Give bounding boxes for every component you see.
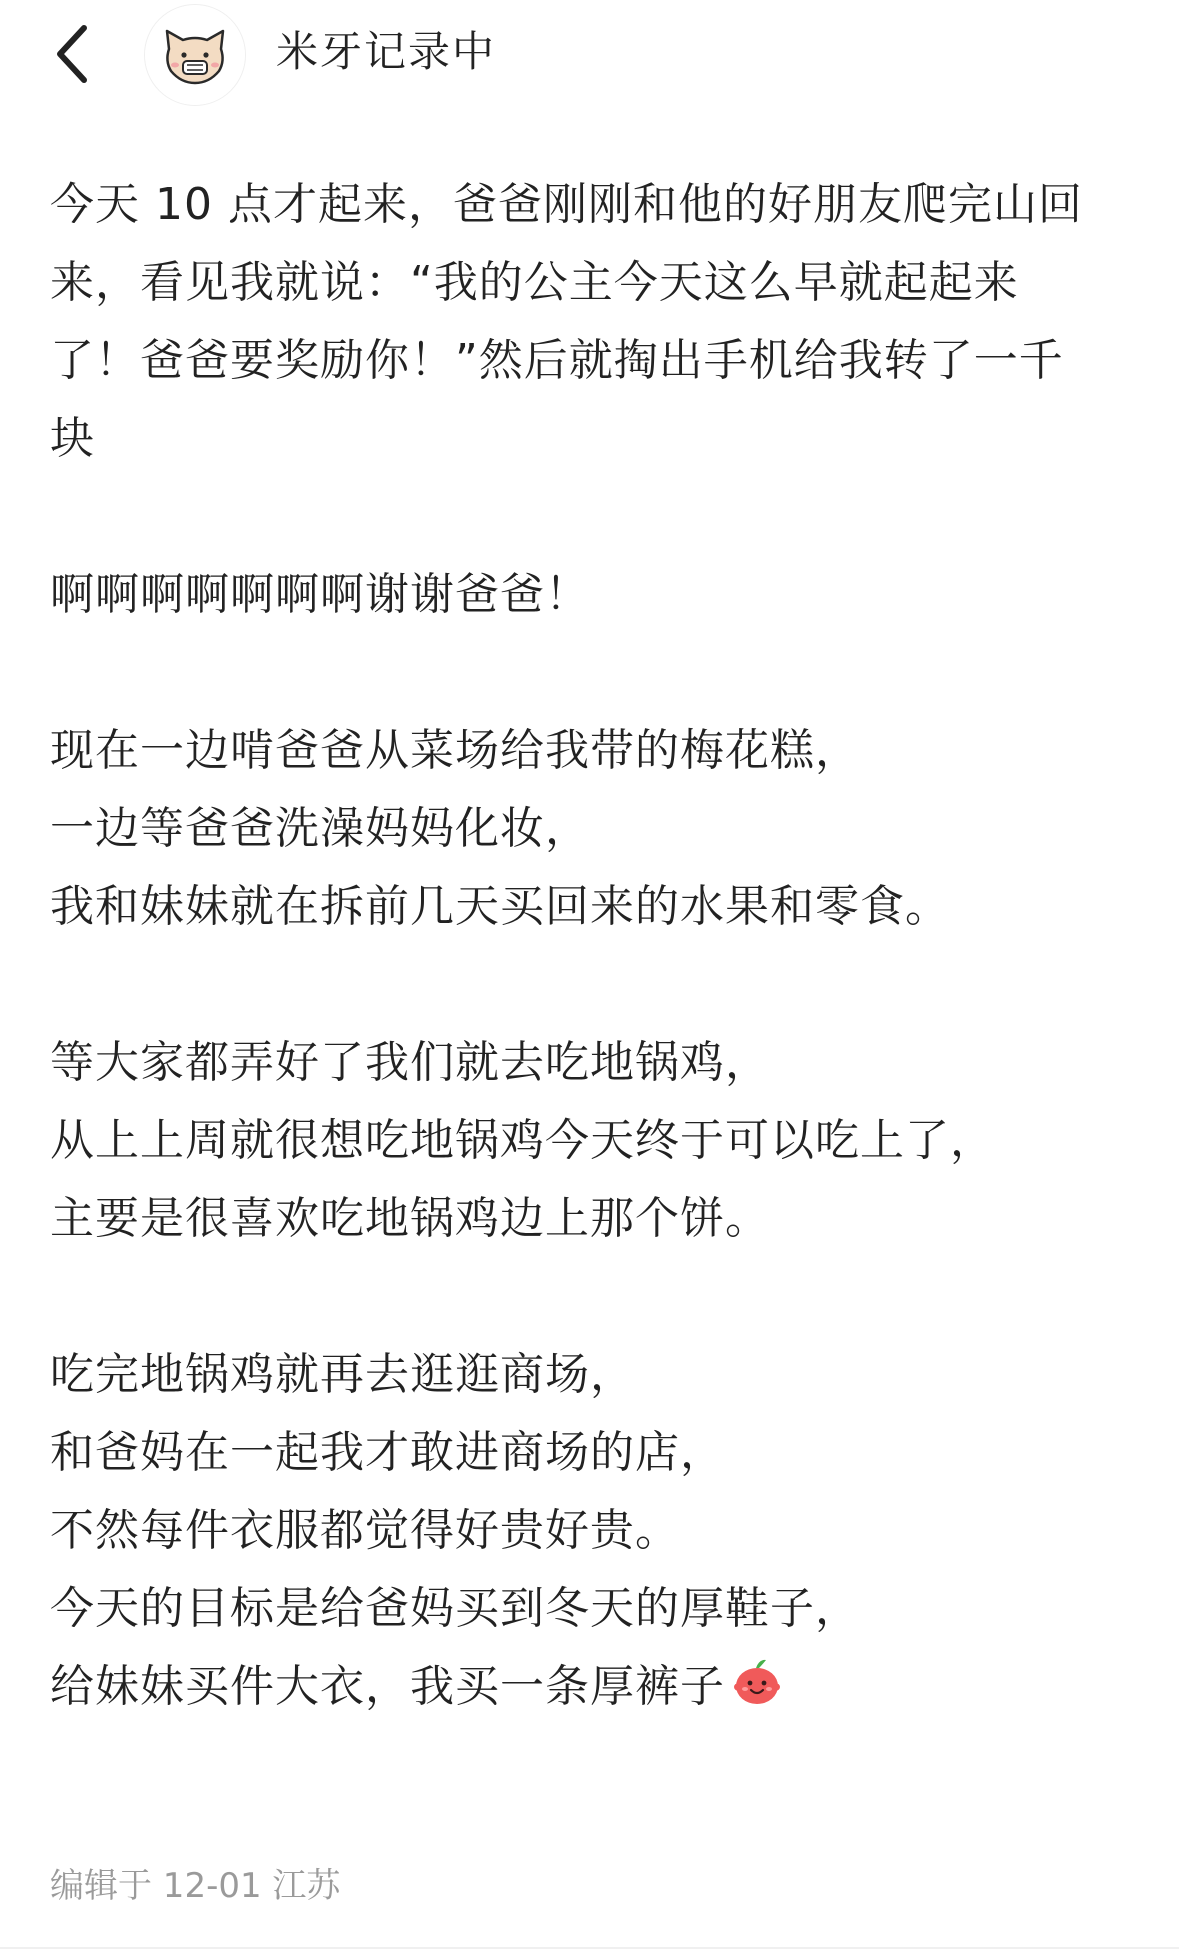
divider — [0, 1947, 1179, 1949]
paragraph-1 — [50, 166, 1130, 478]
cat-avatar-icon — [145, 5, 245, 105]
top-bar — [0, 0, 1179, 120]
edit-info: 编辑于 12-01 江苏 — [50, 1866, 341, 1906]
text-line: 等大家都弄好了我们就去吃地锅鸡， — [50, 1037, 770, 1088]
text-line: 我和妹妹就在拆前几天买回来的水果和零食。 — [50, 881, 950, 932]
text-line: 吃完地锅鸡就再去逛逛商场， — [50, 1349, 635, 1400]
chevron-left-icon — [46, 18, 106, 90]
text-line: 主要是很喜欢吃地锅鸡边上那个饼。 — [50, 1193, 770, 1244]
text-line: 从上上周就很想吃地锅鸡今天终于可以吃上了， — [50, 1115, 995, 1166]
text-line: 了！爸爸要奖励你！”然后就掏出手机给我转了一千 — [50, 335, 1064, 386]
last-text-line — [50, 1648, 1130, 1726]
text-line: 现在一边啃爸爸从菜场给我带的梅花糕， — [50, 725, 860, 776]
paragraph-4 — [50, 1024, 1130, 1258]
post-body — [50, 166, 1130, 1804]
text-line: 今天的目标是给爸妈买到冬天的厚鞋子， — [50, 1583, 860, 1634]
text-line: 啊啊啊啊啊啊啊谢谢爸爸！ — [50, 569, 590, 620]
avatar[interactable] — [144, 4, 246, 106]
paragraph-2 — [50, 556, 1130, 634]
text-line: 不然每件衣服都觉得好贵好贵。 — [50, 1505, 680, 1556]
back-button[interactable] — [46, 18, 106, 90]
text-line: 和爸妈在一起我才敢进商场的店， — [50, 1427, 725, 1478]
paragraph-5 — [50, 1336, 1130, 1726]
text-line-content: 给妹妹买件大衣，我买一条厚裤子 — [50, 1661, 725, 1712]
smiling-creature-emoji-icon — [729, 1653, 785, 1709]
text-line: 今天 10 点才起来，爸爸刚刚和他的好朋友爬完山回 — [50, 179, 1083, 230]
paragraph-3 — [50, 712, 1130, 946]
text-line: 块 — [50, 413, 95, 464]
text-line: 来，看见我就说：“我的公主今天这么早就起起来 — [50, 257, 1019, 308]
account-name[interactable]: 米牙记录中 — [276, 27, 497, 76]
text-line: 一边等爸爸洗澡妈妈化妆， — [50, 803, 590, 854]
